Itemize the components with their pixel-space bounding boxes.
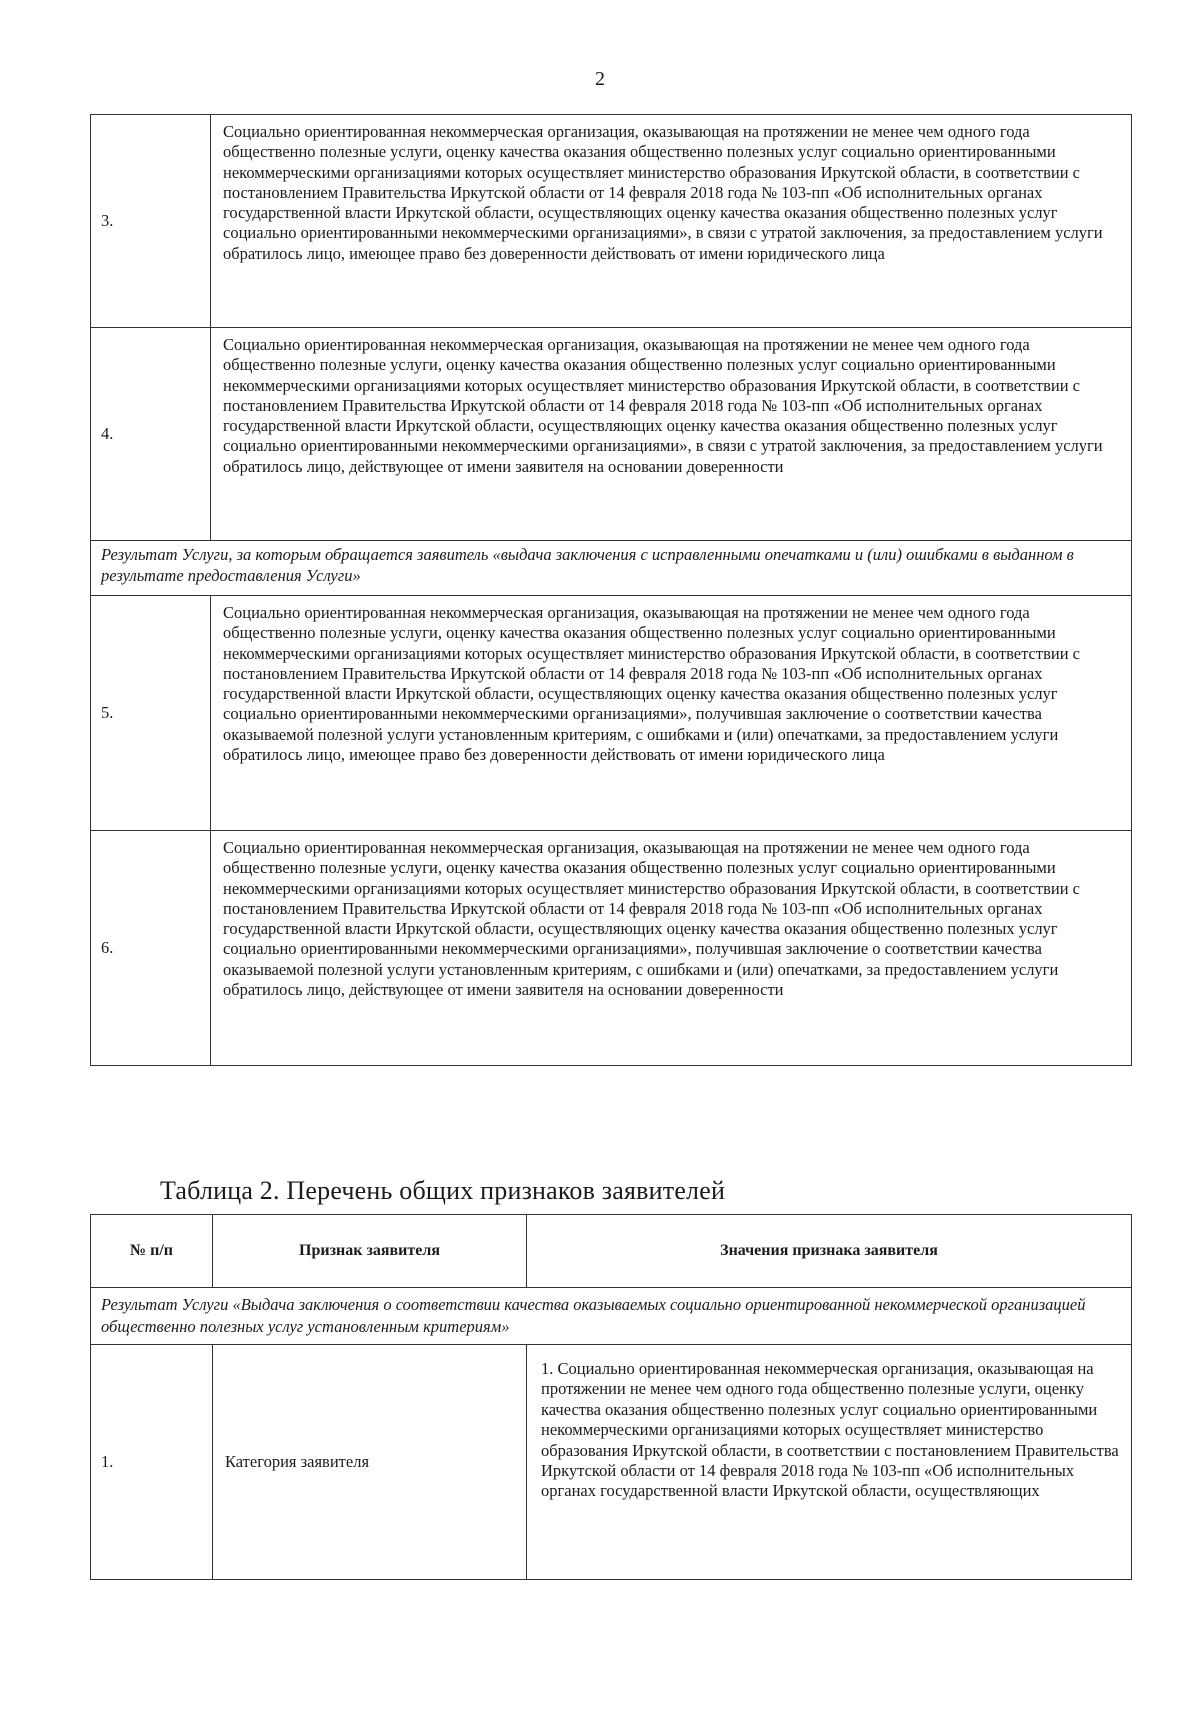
row-number: 3. (91, 115, 211, 328)
applicant-description: Социально ориентированная некоммерческая организация, оказывающая на протяжении не менее чем одного года общественно полезные услуги, оценку качества оказания общественно полезных услуг социально ориентированными некоммерческими организациями которых осуществляет министерство образования Иркутской области, в соответствии с постановлением Правительства Иркутской области от 14 февраля 2018 года № 103-пп «Об исполнительных органах государственной власти Иркутской области, осуществляющих оценку качества оказания общественно полезных услуг социально ориентированными некоммерческими организациями», в связи с утратой заключения, за предоставлением услуги обратилось лицо, имеющее право без доверенности действовать от имени юридического лица (211, 115, 1132, 328)
result-row (91, 541, 1132, 596)
table-header-row (91, 1215, 1132, 1288)
table-row (91, 1345, 1132, 1580)
attribute-value: 1. Социально ориентированная некоммерческая организация, оказывающая на протяжении не менее чем одного года общественно полезные услуги, оценку качества оказания общественно полезных услуг социально ориентированными некоммерческими организациями которых осуществляет министерство образования Иркутской области, в соответствии с постановлением Правительства Иркутской области от 14 февраля 2018 года № 103-пп «Об исполнительных органах государственной власти Иркутской области, осуществляющих (527, 1345, 1132, 1580)
column-header-attribute: Признак заявителя (213, 1215, 527, 1288)
row-number: 5. (91, 596, 211, 831)
applicant-attributes-table (90, 1214, 1132, 1580)
row-number: 4. (91, 328, 211, 541)
row-number: 1. (91, 1345, 213, 1580)
applicant-attribute: Категория заявителя (213, 1345, 527, 1580)
page-number: 2 (595, 68, 605, 90)
column-header-number: № п/п (91, 1215, 213, 1288)
applicant-description: Социально ориентированная некоммерческая организация, оказывающая на протяжении не менее чем одного года общественно полезные услуги, оценку качества оказания общественно полезных услуг социально ориентированными некоммерческими организациями которых осуществляет министерство образования Иркутской области, в соответствии с постановлением Правительства Иркутской области от 14 февраля 2018 года № 103-пп «Об исполнительных органах государственной власти Иркутской области, осуществляющих оценку качества оказания общественно полезных услуг социально ориентированными некоммерческими организациями», в связи с утратой заключения, за предоставлением услуги обратилось лицо, действующее от имени заявителя на основании доверенности (211, 328, 1132, 541)
applicant-description: Социально ориентированная некоммерческая организация, оказывающая на протяжении не менее чем одного года общественно полезные услуги, оценку качества оказания общественно полезных услуг социально ориентированными некоммерческими организациями которых осуществляет министерство образования Иркутской области, в соответствии с постановлением Правительства Иркутской области от 14 февраля 2018 года № 103-пп «Об исполнительных органах государственной власти Иркутской области, осуществляющих оценку качества оказания общественно полезных услуг социально ориентированными некоммерческими организациями», получившая заключение о соответствии качества оказываемой полезной услуги установленным критериям, с ошибками и (или) опечатками, за предоставлением услуги обратилось лицо, имеющее право без доверенности действовать от имени юридического лица (211, 596, 1132, 831)
row-number: 6. (91, 831, 211, 1066)
table-row (91, 831, 1132, 1066)
table-row (91, 328, 1132, 541)
result-row (91, 1288, 1132, 1345)
applicant-description: Социально ориентированная некоммерческая организация, оказывающая на протяжении не менее чем одного года общественно полезные услуги, оценку качества оказания общественно полезных услуг социально ориентированными некоммерческими организациями которых осуществляет министерство образования Иркутской области, в соответствии с постановлением Правительства Иркутской области от 14 февраля 2018 года № 103-пп «Об исполнительных органах государственной власти Иркутской области, осуществляющих оценку качества оказания общественно полезных услуг социально ориентированными некоммерческими организациями», получившая заключение о соответствии качества оказываемой полезной услуги установленным критериям, с ошибками и (или) опечатками, за предоставлением услуги обратилось лицо, действующее от имени заявителя на основании доверенности (211, 831, 1132, 1066)
service-result-caption: Результат Услуги, за которым обращается заявитель «выдача заключения с исправленными опечатками и (или) ошибками в выданном в результате предоставления Услуги» (91, 541, 1132, 596)
column-header-values: Значения признака заявителя (527, 1215, 1132, 1288)
table-row (91, 115, 1132, 328)
table2-title: Таблица 2. Перечень общих признаков заявителей (160, 1176, 726, 1205)
applicant-variants-table (90, 114, 1132, 1066)
table-row (91, 596, 1132, 831)
service-result-caption: Результат Услуги «Выдача заключения о соответствии качества оказываемых социально ориентированной некоммерческой организацией общественно полезных услуг установленным критериям» (91, 1288, 1132, 1345)
